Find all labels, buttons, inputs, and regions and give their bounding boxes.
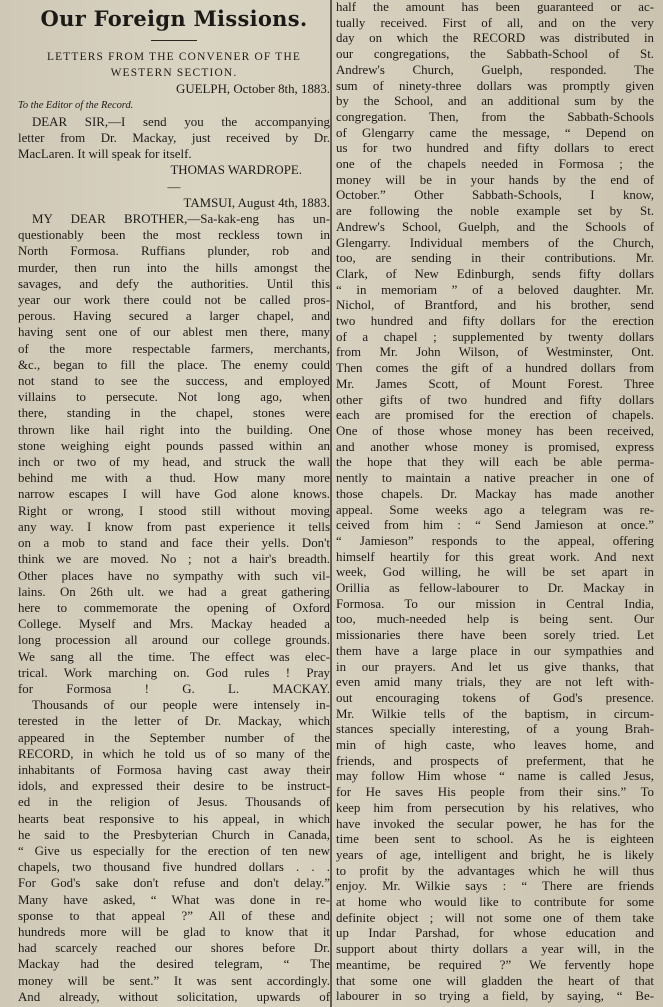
text-line: those chapels. Dr. Mackay has made another xyxy=(336,486,654,501)
column-divider xyxy=(330,0,332,1007)
text-line: meantime, be required ?” We fervently hope xyxy=(336,957,654,972)
text-line: hearts beat responsive to his appeal, in which xyxy=(18,811,330,826)
text-line: trical. Work marching on. God rules ! Pray xyxy=(18,665,330,680)
text-line: Nichol, of Brantford, and his brother, send xyxy=(336,298,654,313)
text-line: he said to the Presbyterian Church in Canada, xyxy=(18,827,330,842)
text-line: Andrew's School, Guelph, and the Schools of xyxy=(336,219,654,234)
text-line: missionaries there have been sorely tried. Let xyxy=(336,628,654,643)
text-line: from Mr. John Wilson, of Westminster, Ont. xyxy=(336,345,654,360)
text-line: may follow Him whose “ name is called Jesus, xyxy=(336,769,654,784)
text-line: labourer in so trying a field, by saying, “ Be- xyxy=(336,989,654,1004)
text-line: stances specially interesting, of a young Brah- xyxy=(336,722,654,737)
text-line: questionably been the most reckless town in xyxy=(18,228,330,243)
text-line: not stand to see the success, and employed xyxy=(18,374,330,389)
text-line: at home who would like to contribute for some xyxy=(336,895,654,910)
text-line: had scarcely reached our shores before Dr. xyxy=(18,941,330,956)
text-line: Clark, of New Edinburgh, sends fifty dollars xyxy=(336,266,654,281)
text-line: inhabitants of Formosa having cast away their xyxy=(18,762,330,777)
text-line: Many have asked, “ What was done in re- xyxy=(18,892,330,907)
text-line: behind me with a thud. How many more xyxy=(18,471,330,486)
text-line: keep him from persecution by his relatives, who xyxy=(336,800,654,815)
text-line: inch or two of my head, and struck the wall xyxy=(18,455,330,470)
text-line: to profit by the advantages which he will thus xyxy=(336,863,654,878)
text-line: that some one will gladden the heart of that xyxy=(336,973,654,988)
text-line: “ Jamieson” responds to the appeal, offering xyxy=(336,533,654,548)
text-line: congregation. Then, from the Sabbath-Schools xyxy=(336,109,654,124)
text-line: half the amount has been guaranteed or ac- xyxy=(336,0,654,14)
text-line: money will be in your hands by the end of xyxy=(336,172,654,187)
text-line: perous. Having secured a larger chapel, and xyxy=(18,309,330,324)
text-line: have invoked the secular power, he has for the xyxy=(336,816,654,831)
text-line: Then comes the gift of a hundred dollars from xyxy=(336,361,654,376)
text-line: here to commemorate the opening of Oxford xyxy=(18,600,330,615)
text-line: sponse to that appeal ?” All of these and xyxy=(18,908,330,923)
text-line: too, much-needed help is being sent. Our xyxy=(336,612,654,627)
text-line: years of age, intelligent and bright, he is likely xyxy=(336,847,654,862)
text-line: stone weighing eight pounds passed within an xyxy=(18,438,330,453)
text-line: College. Myself and Mrs. Mackay headed a xyxy=(18,617,330,632)
text-line: for Formosa ! G. L. MACKAY. xyxy=(18,681,330,696)
text-line: “ in memoriam ” of a beloved daughter. Mr. xyxy=(336,282,654,297)
text-line: North Formosa. Ruffians plunder, rob and xyxy=(18,244,330,259)
text-line: — xyxy=(167,179,181,194)
text-line: having sent one of our ablest men there, many xyxy=(18,325,330,340)
text-line: chapels, two thousand five hundred dollars . . . xyxy=(18,860,330,875)
text-line: THOMAS WARDROPE. xyxy=(170,163,302,178)
text-line: think we are moved. No ; not a hair's breadth. xyxy=(18,552,330,567)
text-line: MY DEAR BROTHER,—Sa-kak-eng has un- xyxy=(32,212,330,227)
text-line: them have a large place in our sympathies and xyxy=(336,643,654,658)
text-line: Andrew's Church, Guelph, responded. The xyxy=(336,62,654,77)
text-line: each are promised for the erection of chapels. xyxy=(336,408,654,423)
text-line: support about thirty dollars a year will, in the xyxy=(336,942,654,957)
text-line: himself heartily for this great work. And next xyxy=(336,549,654,564)
text-line: murder, then run into the hills amongst the xyxy=(18,260,330,275)
text-line: One of those whose money has been received, xyxy=(336,423,654,438)
text-line: nently to maintain a native preacher in one of xyxy=(336,471,654,486)
text-line: by the School, and an additional sum by the xyxy=(336,94,654,109)
text-line: any way. I know from past experience it tells xyxy=(18,519,330,534)
text-line: of the more respectable farmers, merchants, xyxy=(18,341,330,356)
text-line: one of the chapels needed in Formosa ; the xyxy=(336,157,654,172)
text-line: definite object ; will not some one of them take xyxy=(336,910,654,925)
text-line: “ Give us especially for the erection of ten new xyxy=(18,843,330,858)
text-line: savages, and defy the authorities. Until this xyxy=(18,276,330,291)
text-line: Right or wrong, I stood still without moving xyxy=(18,503,330,518)
text-line: Other places have no sympathy with such vil- xyxy=(18,568,330,583)
text-line: letter from Dr. Mackay, just received by Dr. xyxy=(18,131,330,146)
right-column-text xyxy=(336,0,654,1005)
text-line: Mr. Wilkie tells of the baptism, in circum- xyxy=(336,706,654,721)
text-line: thrown like hail right into the building. One xyxy=(18,422,330,437)
left-column xyxy=(18,0,330,1005)
text-line: up Indar Parshad, for whose education and xyxy=(336,926,654,941)
text-line: appeared in the September number of the xyxy=(18,730,330,745)
text-line: idols, and expressed their desire to be instruct- xyxy=(18,779,330,794)
text-line: GUELPH, October 8th, 1883. xyxy=(176,82,330,97)
text-line: TAMSUI, August 4th, 1883. xyxy=(183,195,330,210)
text-line: on a mob to stand and face their yells. Don't xyxy=(18,536,330,551)
text-line: Orillia as fellow-labourer to Dr. Mackay in xyxy=(336,581,654,596)
text-line: us for two hundred and fifty dollars to erect xyxy=(336,141,654,156)
text-line: We sang all the time. The effect was elec- xyxy=(18,649,330,664)
text-line: Glengarry. Individual members of the Church, xyxy=(336,235,654,250)
text-line: time been sent to school. As he is eighteen xyxy=(336,832,654,847)
text-line: enjoy. Mr. Wilkie says : “ There are friends xyxy=(336,879,654,894)
text-line: other gifts of two hundred and fifty dollars xyxy=(336,392,654,407)
text-line: Mr. James Scott, of Mount Forest. Three xyxy=(336,376,654,391)
section-heading: Our Foreign Missions. xyxy=(40,6,308,31)
text-line: ed in the religion of Jesus. Thousands of xyxy=(18,795,330,810)
text-line: Thousands of our people were intensely in- xyxy=(32,698,330,713)
text-line: two hundred and fifty dollars for the erection xyxy=(336,314,654,329)
text-line: villains to persecute. Not long ago, when xyxy=(18,390,330,405)
text-line: appeal. Some weeks ago a telegram was re- xyxy=(336,502,654,517)
text-line: min of high caste, who leaves home, and xyxy=(336,738,654,753)
text-line: too, are sending in their contributions. Mr. xyxy=(336,251,654,266)
text-line: friends, and prospects of preferment, that he xyxy=(336,753,654,768)
text-line: week, God willing, he will be set apart in xyxy=(336,565,654,580)
text-line: terested in the letter of Dr. Mackay, which xyxy=(18,714,330,729)
text-line: LETTERS FROM THE CONVENER OF THE xyxy=(46,51,302,63)
text-line: MacLaren. It will speak for itself. xyxy=(18,147,192,162)
text-line: DEAR SIR,—I send you the accompanying xyxy=(32,114,330,129)
text-line: money will be sent.” It was sent accordingly. xyxy=(18,973,330,988)
right-column xyxy=(336,0,654,1005)
text-line: are following the noble example set by St. xyxy=(336,204,654,219)
text-line: the hope that they will each be able perma- xyxy=(336,455,654,470)
text-line: And already, without solicitation, upwards of xyxy=(18,989,330,1004)
text-line: hundreds more will be glad to know that it xyxy=(18,924,330,939)
text-line: Formosa. To our mission in Central India, xyxy=(336,596,654,611)
text-line: narrow escapes I will have God alone knows. xyxy=(18,487,330,502)
text-line: our congregations, the Sabbath-School of St. xyxy=(336,47,654,62)
text-line: Mackay had the desired telegram, “ The xyxy=(18,957,330,972)
text-line: WESTERN SECTION. xyxy=(110,67,238,80)
text-line: October.” Other Sabbath-Schools, I know, xyxy=(336,188,654,203)
text-line: lains. On 26th ult. we had a great gathering xyxy=(18,584,330,599)
heading-rule xyxy=(151,40,197,41)
text-line: To the Editor of the Record. xyxy=(18,99,134,111)
text-line: out encouraging tokens of God's presence. xyxy=(336,690,654,705)
text-line: ceived from him : “ Send Jamieson at once.” xyxy=(336,518,654,533)
text-line: RECORD, in which he told us of so many of the xyxy=(18,746,330,761)
text-line: &c., began to fill the place. The enemy could xyxy=(18,357,330,372)
text-line: year our work there could not be called pros- xyxy=(18,293,330,308)
text-line: in our prayers. And let us give thanks, that xyxy=(336,659,654,674)
text-line: day on which the RECORD was distributed in xyxy=(336,31,654,46)
text-line: For God's sake don't refuse and don't delay.” xyxy=(18,876,330,891)
text-line: of Glengarry came the message, “ Depend on xyxy=(336,125,654,140)
text-line: sum of ninety-three dollars was promptly given xyxy=(336,78,654,93)
text-line: tually received. First of all, and on the very xyxy=(336,15,654,30)
text-line: even amid many trials, they are not left with- xyxy=(336,675,654,690)
text-line: for He saves His people from their sins.” To xyxy=(336,785,654,800)
text-line: of a chapel ; supplemented by twenty dollars xyxy=(336,329,654,344)
text-line: and another whose money is promised, express xyxy=(336,439,654,454)
text-line: there, standing in the chapel, stones were xyxy=(18,406,330,421)
left-column-text xyxy=(18,49,330,1005)
text-line: long procession all around our college grounds. xyxy=(18,633,330,648)
